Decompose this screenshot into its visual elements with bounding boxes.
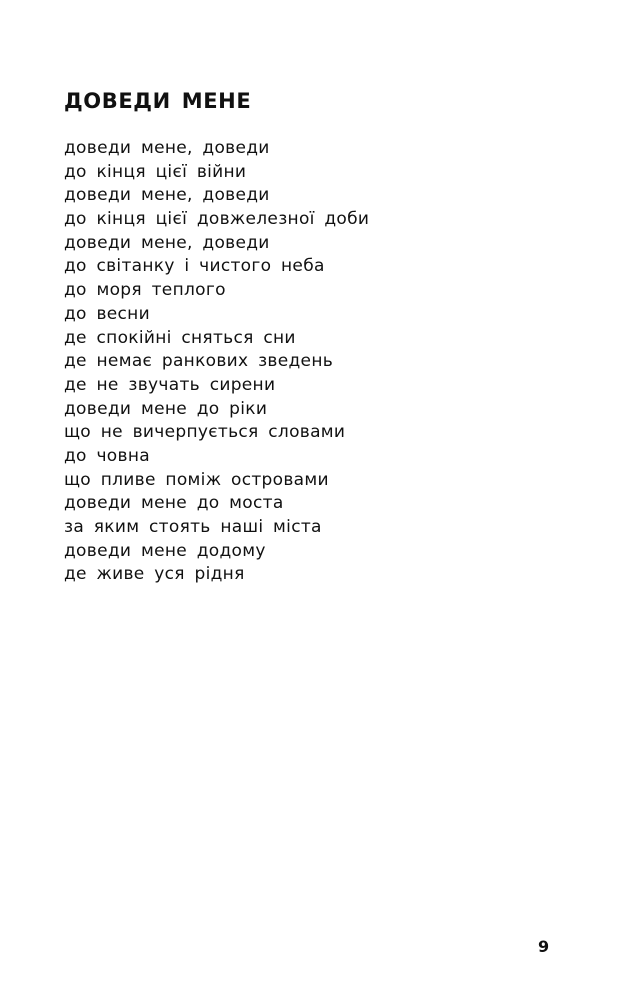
poem-line: до світанку і чистого неба bbox=[64, 256, 325, 277]
poem-line: до кінця цієї довжелезної доби bbox=[64, 209, 370, 230]
poem-line: доведи мене, доведи bbox=[64, 185, 270, 206]
poem-line: доведи мене, доведи bbox=[64, 138, 270, 158]
poem-line: до кінця цієї війни bbox=[64, 161, 247, 182]
poem-line: до моря теплого bbox=[64, 280, 226, 301]
poem-line: доведи мене, доведи bbox=[64, 232, 270, 253]
poem-line: де немає ранкових зведень bbox=[64, 351, 334, 372]
poem-title: ДОВЕДИ МЕНЕ bbox=[64, 89, 252, 113]
poem-body bbox=[64, 137, 369, 587]
poem-line: доведи мене додому bbox=[64, 540, 266, 561]
poem-line: де не звучать сирени bbox=[64, 374, 276, 395]
poem-line: доведи мене до моста bbox=[64, 493, 284, 514]
poem-line: де спокійні сняться сни bbox=[64, 327, 296, 348]
poem-line: до човна bbox=[64, 445, 150, 466]
poem-line: за яким стоять наші міста bbox=[64, 517, 322, 537]
poem-line: доведи мене до ріки bbox=[64, 398, 268, 419]
poem-line: до весни bbox=[64, 303, 150, 324]
poem-line: де живе уся рідня bbox=[64, 564, 245, 585]
poem-line: що не вичерпується словами bbox=[64, 422, 346, 443]
poem-line: що пливе поміж островами bbox=[64, 469, 329, 490]
page-number: 9 bbox=[538, 937, 550, 956]
